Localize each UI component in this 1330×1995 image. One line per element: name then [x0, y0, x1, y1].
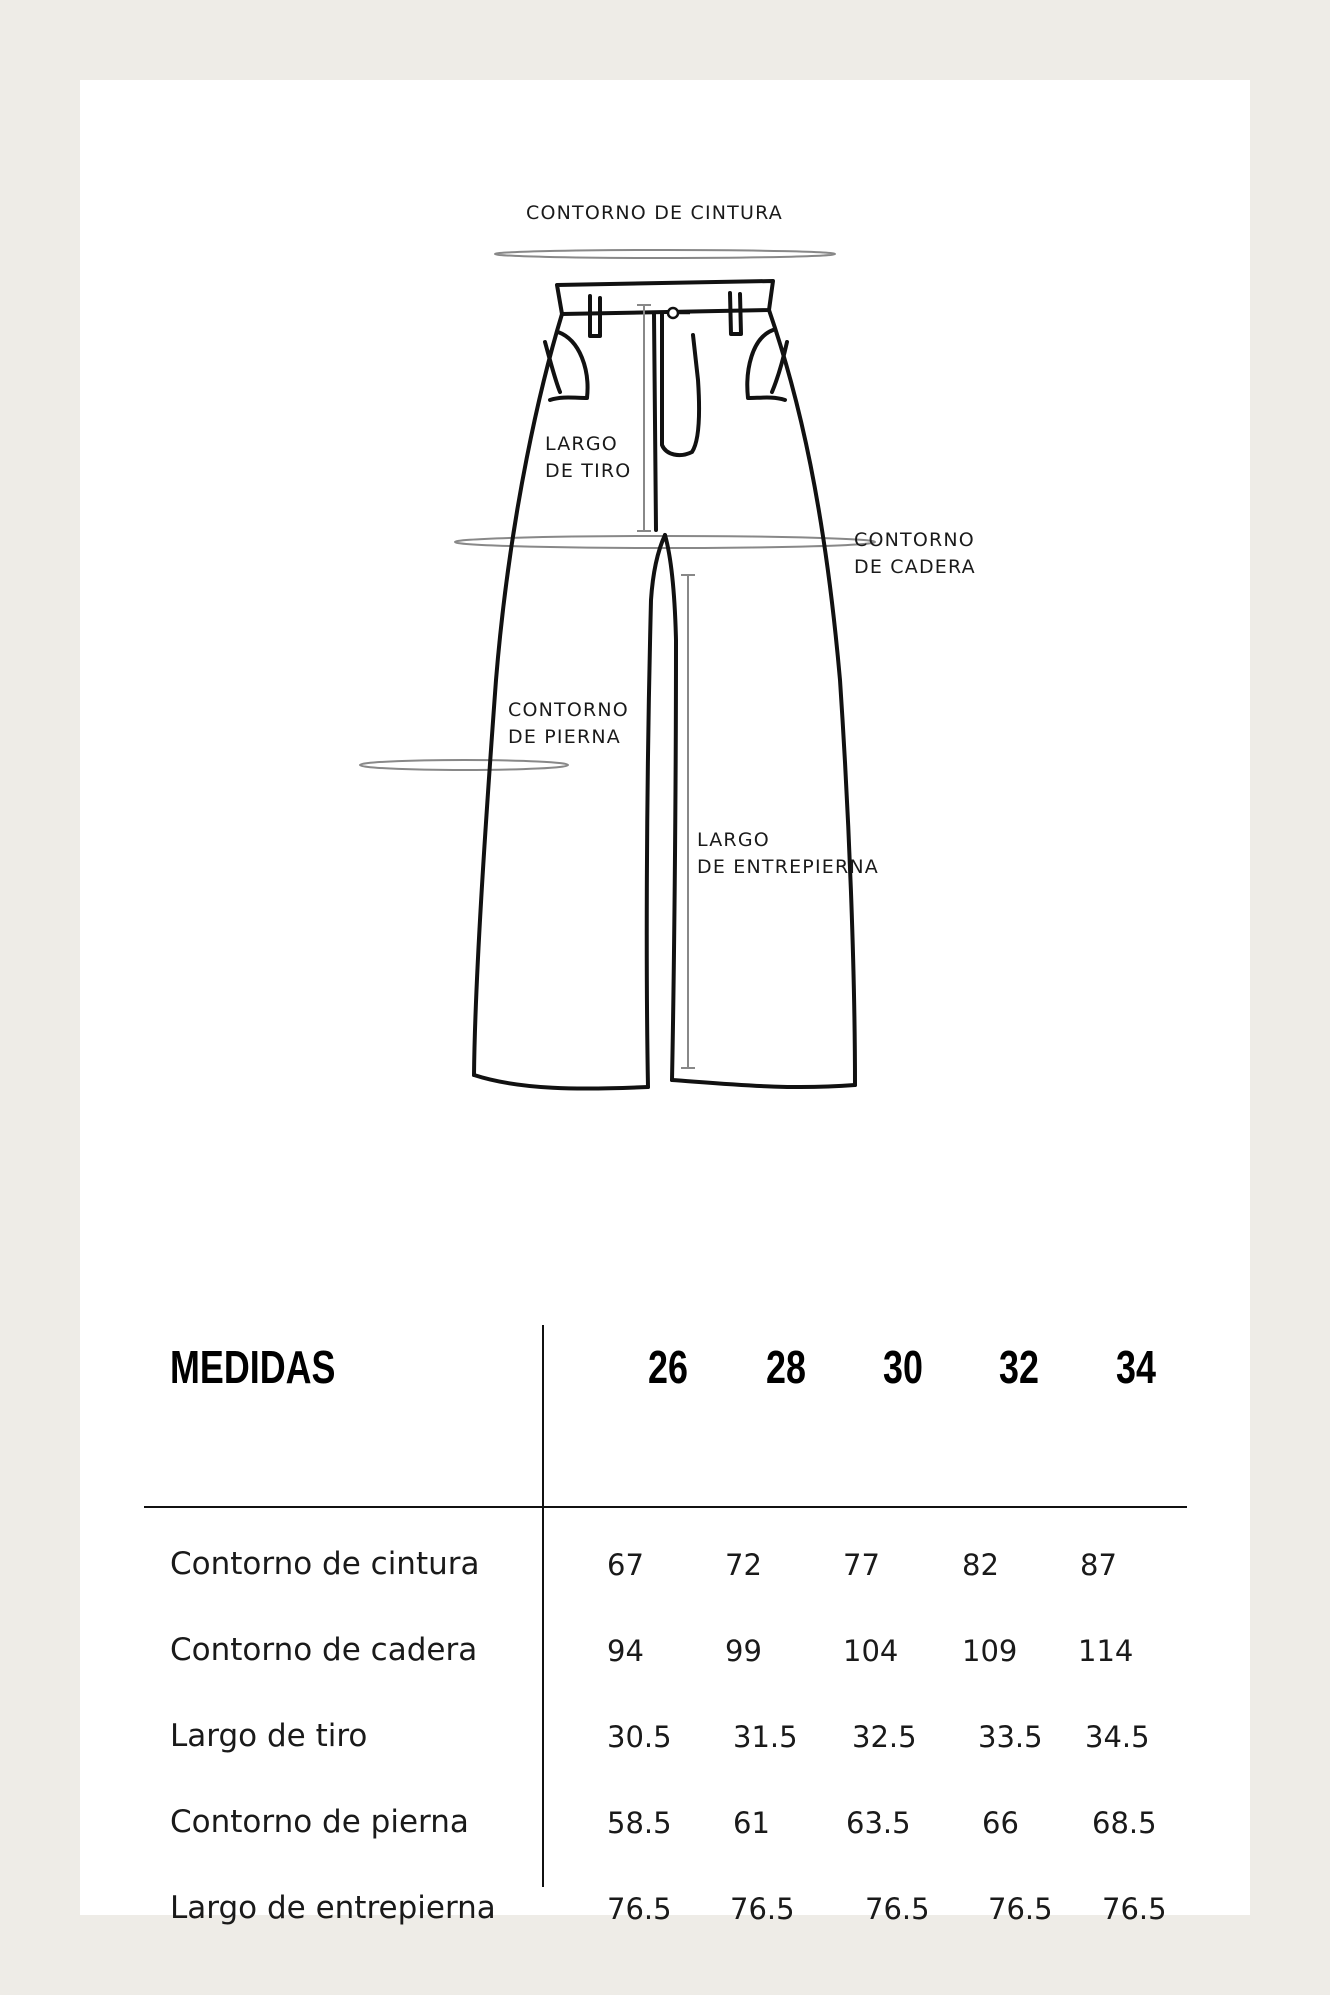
leg-measure-line	[360, 760, 568, 770]
row-label: Largo de tiro	[170, 1718, 368, 1754]
table-cell: 114	[1078, 1634, 1134, 1668]
table-divider-vertical	[542, 1325, 544, 1887]
size-header: 32	[999, 1341, 1039, 1393]
row-label: Contorno de cadera	[170, 1632, 478, 1668]
table-cell: 87	[1080, 1548, 1117, 1582]
row-label: Largo de entrepierna	[170, 1890, 496, 1926]
table-cell: 34.5	[1085, 1720, 1150, 1754]
table-cell: 76.5	[988, 1892, 1053, 1926]
size-chart-card	[80, 80, 1250, 1926]
hip-label: CONTORNO DE CADERA	[854, 529, 976, 578]
waist-measure-line	[495, 250, 835, 258]
table-cell: 76.5	[865, 1892, 930, 1926]
table-cell: 61	[733, 1806, 770, 1840]
table-cell: 66	[982, 1806, 1019, 1840]
table-cell: 76.5	[1102, 1892, 1167, 1926]
table-cell: 33.5	[978, 1720, 1043, 1754]
size-header: 34	[1116, 1341, 1156, 1393]
table-cell: 104	[843, 1634, 899, 1668]
table-header-title: MEDIDAS	[170, 1341, 336, 1393]
waist-label: CONTORNO DE CINTURA	[526, 202, 783, 224]
table-cell: 32.5	[852, 1720, 917, 1754]
row-label: Contorno de pierna	[170, 1804, 469, 1840]
rise-label: LARGO DE TIRO	[545, 433, 632, 482]
table-cell: 63.5	[846, 1806, 911, 1840]
inseam-label: LARGO DE ENTREPIERNA	[697, 829, 879, 878]
table-cell: 68.5	[1092, 1806, 1157, 1840]
measurements-table	[80, 1240, 1250, 1926]
table-cell: 82	[962, 1548, 999, 1582]
pants-diagram	[80, 80, 1250, 1200]
table-cell: 109	[962, 1634, 1018, 1668]
inseam-measure-bar	[681, 575, 695, 1068]
table-cell: 76.5	[607, 1892, 672, 1926]
table-cell: 77	[843, 1548, 880, 1582]
table-cell: 99	[725, 1634, 762, 1668]
size-header: 28	[766, 1341, 806, 1393]
table-cell: 58.5	[607, 1806, 672, 1840]
pants-illustration	[80, 80, 1250, 1200]
table-cell: 94	[607, 1634, 644, 1668]
table-cell: 76.5	[730, 1892, 795, 1926]
button-icon	[668, 308, 678, 318]
table-divider-horizontal	[144, 1506, 1187, 1508]
rise-measure-bar	[637, 305, 651, 531]
row-label: Contorno de cintura	[170, 1546, 480, 1582]
size-header: 26	[648, 1341, 688, 1393]
table-cell: 72	[725, 1548, 762, 1582]
leg-label: CONTORNO DE PIERNA	[508, 699, 629, 748]
table-cell: 67	[607, 1548, 644, 1582]
pants-outline	[474, 281, 855, 1089]
table-cell: 30.5	[607, 1720, 672, 1754]
size-header: 30	[883, 1341, 923, 1393]
table-cell: 31.5	[733, 1720, 798, 1754]
